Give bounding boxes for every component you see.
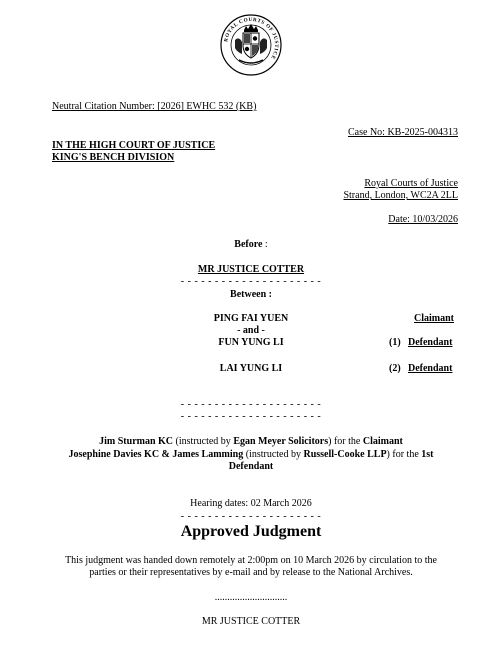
counsel-claimant [0, 436, 502, 448]
defendant1-role: Defendant [408, 337, 453, 348]
handed-down-line2: parties or their representatives by e-mail and by release to the National Archives. [89, 567, 413, 578]
counsel-defendant-party-b: Defendant [228, 461, 274, 472]
defendant2-name: LAI YUNG LI [219, 363, 283, 374]
defendant1-name: FUN YUNG LI [218, 337, 284, 348]
claimant-role: Claimant [414, 313, 454, 324]
counsel-claimant-party: Claimant [362, 436, 403, 447]
counsel-defendant [0, 449, 502, 461]
counsel-claimant-for: ) for the [328, 436, 363, 447]
signature-dots: ............................. [214, 592, 288, 603]
defendant2-number: (2) [389, 363, 401, 374]
case-number: Case No: KB-2025-004313 [348, 127, 458, 138]
counsel-defendant-instructed: (instructed by [243, 449, 304, 460]
counsel-claimant-instructed: (instructed by [173, 436, 234, 447]
court-address-line1: Royal Courts of Justice [364, 178, 458, 189]
handed-down-line1: This judgment was handed down remotely at 2:00pm on 10 March 2026 by circulation to the [65, 555, 437, 566]
between-label: Between : [230, 289, 272, 300]
court-division: KING'S BENCH DIVISION [52, 152, 175, 163]
counsel-claimant-firm: Egan Meyer Solicitors [233, 436, 329, 447]
counsel-claimant-name: Jim Sturman KC [99, 436, 174, 447]
hearing-dates: Hearing dates: 02 March 2026 [190, 498, 312, 509]
before-label: Before [234, 239, 263, 250]
counsel-defendant-name: Josephine Davies KC & James Lamming [68, 449, 244, 460]
counsel-defendant-for: ) for the [386, 449, 422, 460]
counsel-defendant-firm: Russell-Cooke LLP [303, 449, 387, 460]
court-address-line2: Strand, London, WC2A 2LL [343, 190, 458, 201]
court-name: IN THE HIGH COURT OF JUSTICE [52, 140, 216, 151]
and-separator: - and - [237, 325, 265, 336]
counsel-defendant-party-a: 1st [421, 449, 434, 460]
separator-3: - - - - - - - - - - - - - - - - - - - - - [180, 411, 322, 422]
neutral-citation: Neutral Citation Number: [2026] EWHC 532 (KB) [52, 101, 257, 112]
before-line [0, 239, 502, 251]
royal-courts-crest-logo [220, 14, 282, 76]
defendant2-role: Defendant [408, 363, 453, 374]
claimant-name: PING FAI YUEN [213, 313, 289, 324]
judgment-date: Date: 10/03/2026 [388, 214, 458, 225]
separator-1: - - - - - - - - - - - - - - - - - - - - - [180, 276, 322, 287]
signature-name: MR JUSTICE COTTER [201, 616, 301, 627]
separator-4: - - - - - - - - - - - - - - - - - - - - - [180, 511, 322, 522]
judge-name: MR JUSTICE COTTER [197, 264, 305, 275]
document-title: Approved Judgment [180, 523, 322, 540]
defendant1-number: (1) [389, 337, 401, 348]
before-colon: : [262, 239, 268, 250]
crest-ring-text: ROYAL COURTS OF JUSTICE [223, 16, 280, 61]
separator-2: - - - - - - - - - - - - - - - - - - - - - [180, 399, 322, 410]
